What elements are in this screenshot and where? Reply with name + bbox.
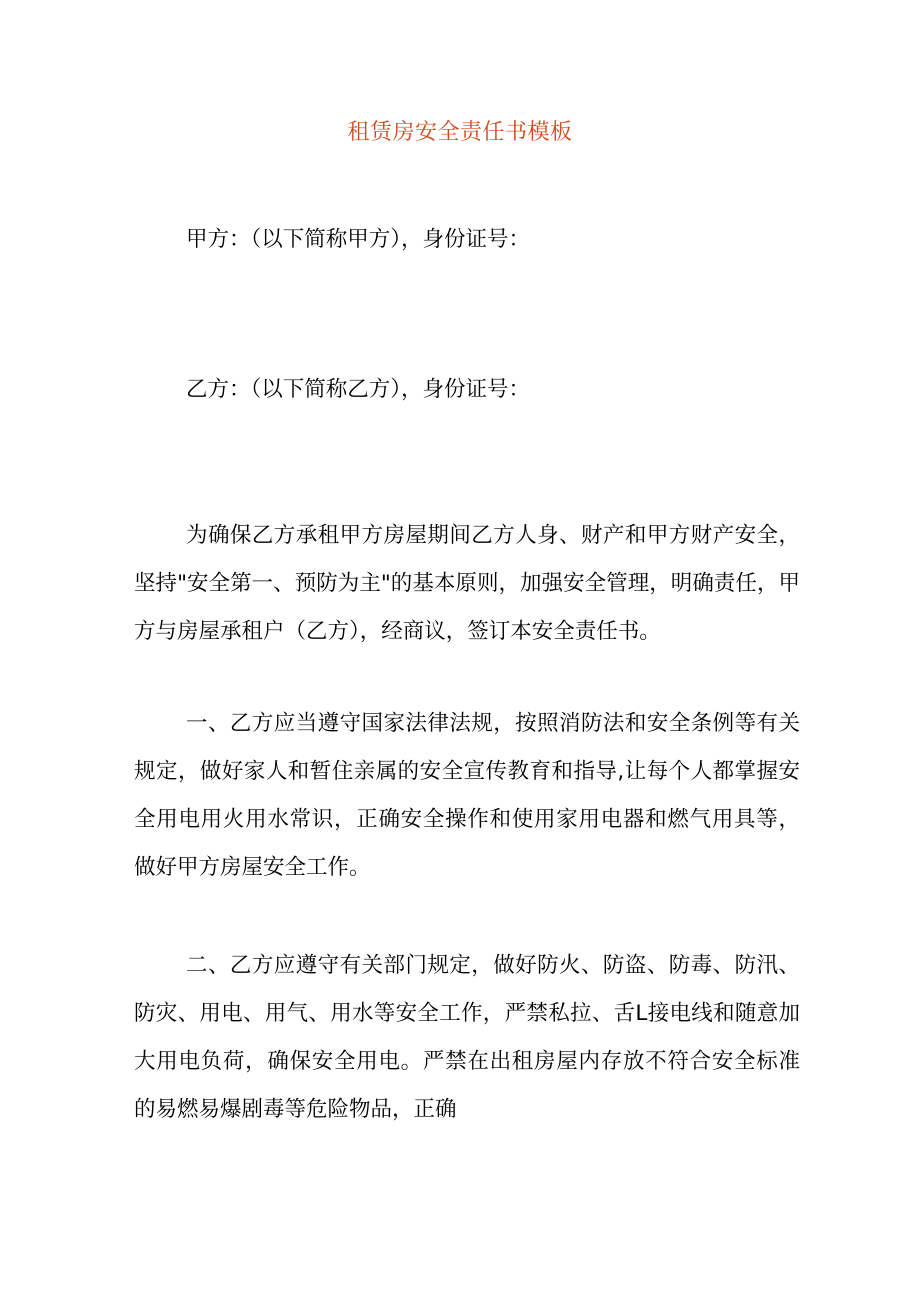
paragraph-intro: 为确保乙方承租甲方房屋期间乙方人身、财产和甲方财产安全，坚持"安全第一、预防为主"的基本原则，加强安全管理，明确责任，甲方与房屋承租户（乙方），经商议，签订本安全责任书。 — [134, 523, 800, 644]
document-title: 租赁房安全责任书模板 — [347, 120, 573, 145]
party-b-line: 乙方：（以下简称乙方），身份证号： — [186, 377, 531, 402]
party-a-line: 甲方：（以下简称甲方），身份证号： — [186, 227, 531, 252]
paragraph-clause-2: 二、乙方应遵守有关部门规定，做好防火、防盗、防毒、防汛、防灾、用电、用气、用水等安全工作，严禁私拉、舌L接电线和随意加大用电负荷，确保安全用电。严禁在出租房屋内存放不符合安全标准的易燃易爆剧毒等危险物品，正确 — [134, 953, 800, 1122]
paragraph-clause-1: 一、乙方应当遵守国家法律法规，按照消防法和安全条例等有关规定，做好家人和暂住亲属的安全宣传教育和指导,让每个人都掌握安全用电用火用水常识，正确安全操作和使用家用电器和燃气用具等，做好甲方房屋安全工作。 — [134, 711, 800, 880]
